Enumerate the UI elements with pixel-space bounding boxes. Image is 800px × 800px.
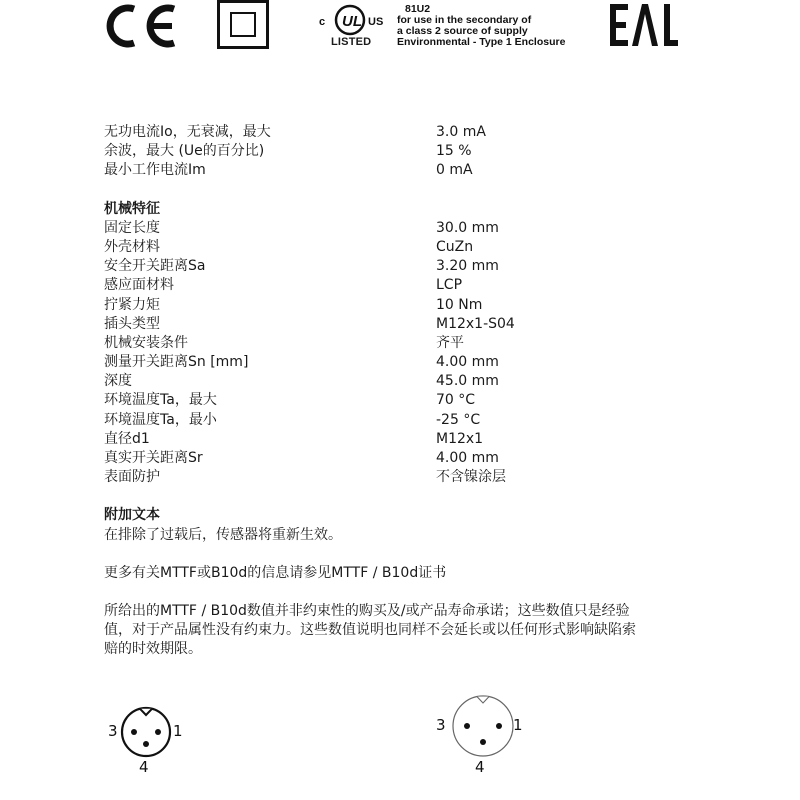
spec-value: 不含镍涂层: [436, 469, 506, 486]
ul-text-line: for use in the secondary of: [397, 14, 532, 26]
spec-label: 安全开关距离Sa: [104, 258, 206, 275]
spec-row: [104, 142, 744, 161]
spec-label: 环境温度Ta，最小: [104, 411, 217, 428]
paragraph-line: 值，对于产品属性没有约束力。这些数值说明也同样不会延长或以任何形式影响缺陷索: [104, 622, 636, 639]
pin-label: 1: [513, 716, 523, 734]
paragraph-line: 赔的时效期限。: [104, 641, 202, 658]
spec-row: [104, 372, 744, 391]
spec-value: 3.0 mA: [436, 124, 486, 140]
spec-label: 外壳材料: [104, 238, 160, 255]
mechanical-heading: 机械特征: [104, 200, 160, 217]
additional-text-heading: 附加文本: [104, 507, 160, 524]
mttf-disclaimer-paragraph: [104, 602, 724, 660]
spec-value: 4.00 mm: [436, 354, 499, 371]
spec-row: [104, 430, 744, 449]
spec-label: 余波，最大 (Ue的百分比): [104, 143, 265, 160]
spec-label: 环境温度Ta，最大: [104, 392, 217, 409]
spec-value: 45.0 mm: [436, 373, 499, 390]
electrical-spec-table: [104, 123, 744, 181]
svg-text:c: c: [319, 16, 326, 28]
svg-text:UL: UL: [342, 13, 362, 30]
spec-label: 最小工作电流Im: [104, 162, 206, 179]
spec-row: [104, 296, 744, 315]
spec-value: -25 °C: [436, 411, 481, 428]
spec-row: [104, 334, 744, 353]
spec-row: [104, 391, 744, 410]
spec-value: 3.20 mm: [436, 258, 499, 275]
spec-label: 无功电流Io，无衰减，最大: [104, 124, 271, 140]
listed-label: LISTED: [331, 36, 372, 48]
spec-label: 拧紧力矩: [104, 296, 160, 313]
spec-label: 真实开关距离Sr: [104, 450, 203, 466]
spec-row: [104, 276, 744, 295]
pin-label: 1: [173, 722, 183, 740]
spec-row: [104, 161, 744, 180]
spec-row: [104, 315, 744, 334]
spec-content: [104, 123, 744, 660]
svg-text:US: US: [368, 16, 384, 28]
spec-value: 15 %: [436, 143, 472, 160]
spec-label: 深度: [104, 373, 132, 390]
spec-row: [104, 123, 744, 142]
spec-label: 固定长度: [104, 219, 160, 236]
ul-text-line: 81U2: [405, 3, 431, 15]
eac-mark-icon: [608, 0, 678, 50]
connector-male-icon: [118, 704, 174, 760]
spec-label: 机械安装条件: [104, 334, 188, 351]
connector-female-icon: [450, 693, 516, 759]
ce-mark-icon: [100, 3, 178, 49]
spec-value: 30.0 mm: [436, 219, 499, 236]
spec-value: 0 mA: [436, 162, 473, 179]
pin-label: 3: [108, 722, 118, 740]
spec-value: CuZn: [436, 238, 474, 255]
spec-label: 表面防护: [104, 469, 160, 486]
pin-label: 3: [436, 716, 446, 734]
additional-text-line: 在排除了过载后，传感器将重新生效。: [104, 526, 342, 543]
ul-text-line: a class 2 source of supply: [397, 25, 528, 37]
spec-row: [104, 468, 744, 487]
mttf-reference-text: 更多有关MTTF或B10d的信息请参见MTTF / B10d证书: [104, 564, 447, 581]
ul-text-line: Environmental - Type 1 Enclosure: [397, 36, 566, 48]
spec-value: 10 Nm: [436, 296, 483, 313]
spec-value: 70 °C: [436, 392, 476, 409]
spec-row: [104, 353, 744, 372]
spec-value: LCP: [436, 277, 463, 294]
spec-value: M12x1-S04: [436, 315, 515, 332]
spec-value: 4.00 mm: [436, 450, 499, 466]
spec-row: [104, 219, 744, 238]
spec-row: [104, 238, 744, 257]
ul-certification-text: [397, 0, 565, 48]
pin-label: 4: [475, 758, 485, 776]
spec-label: 插头类型: [104, 315, 160, 332]
spec-row: [104, 411, 744, 430]
spec-value: M12x1: [436, 430, 484, 447]
mechanical-spec-table: [104, 219, 744, 488]
paragraph-line: 所给出的MTTF / B10d数值并非约束性的购买及/或产品寿命承诺；这些数值只是经验: [104, 602, 630, 619]
double-insulation-icon: [217, 0, 269, 49]
spec-row: [104, 257, 744, 276]
spec-label: 感应面材料: [104, 277, 174, 294]
spec-label: 测量开关距离Sn [mm]: [104, 354, 249, 371]
spec-row: [104, 449, 744, 468]
spec-value: 齐平: [436, 334, 464, 351]
pin-label: 4: [139, 758, 149, 776]
spec-label: 直径d1: [104, 430, 150, 447]
certification-marks: [0, 0, 800, 60]
